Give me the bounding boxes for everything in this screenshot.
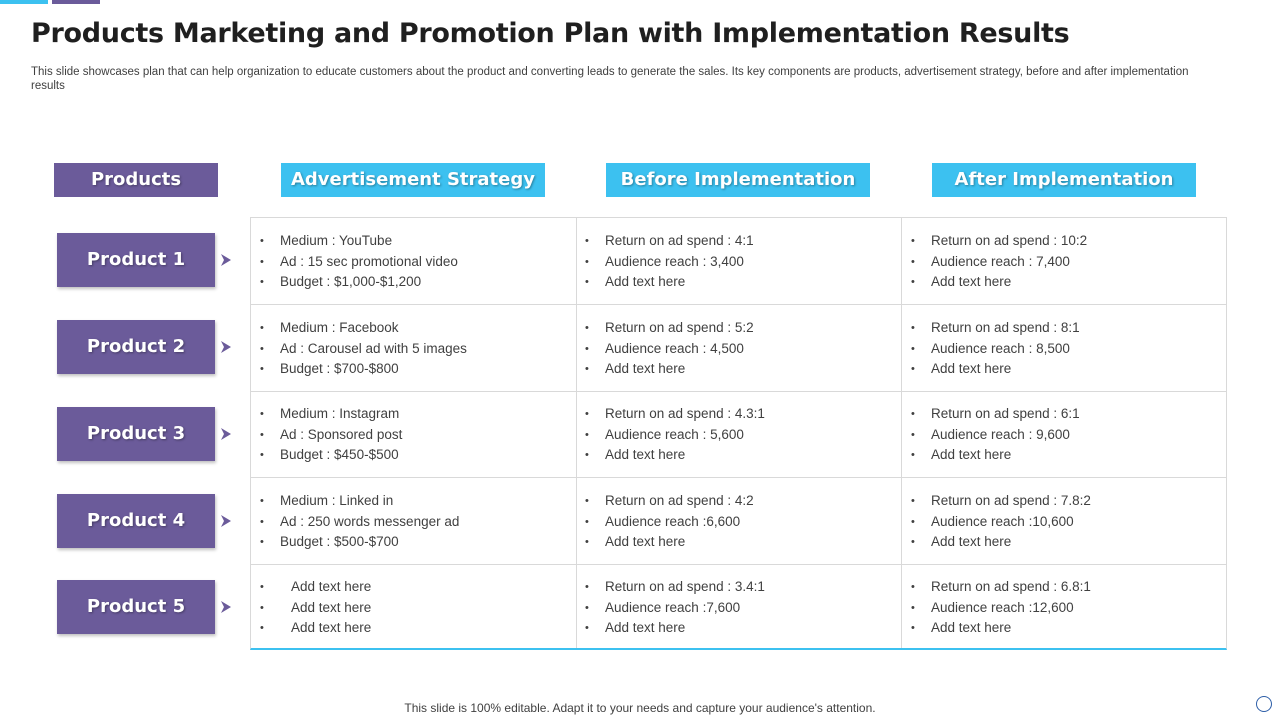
- chevron-right-icon: [219, 340, 233, 354]
- list-item: • Return on ad spend : 6.8:1: [911, 577, 1091, 598]
- list-item: • Add text here: [585, 532, 754, 553]
- list-item: • Return on ad spend : 10:2: [911, 231, 1087, 252]
- chevron-right-icon: [219, 514, 233, 528]
- table-divider-horizontal: [251, 477, 1226, 478]
- list-item: • Add text here: [260, 618, 371, 639]
- cell-strategy-product-4: [260, 491, 459, 553]
- cell-before-product-3: [585, 404, 765, 466]
- header-before-implementation: Before Implementation: [606, 163, 870, 197]
- list-item: • Audience reach :12,600: [911, 598, 1091, 619]
- header-products: Products: [54, 163, 218, 197]
- header-advertisement-strategy: Advertisement Strategy: [281, 163, 545, 197]
- cell-strategy-product-1: [260, 231, 458, 293]
- list-item: • Audience reach :6,600: [585, 512, 754, 533]
- list-item: • Add text here: [585, 618, 765, 639]
- page-title: Products Marketing and Promotion Plan with Implementation Results: [31, 18, 1070, 49]
- list-item: • Medium : Linked in: [260, 491, 459, 512]
- cell-after-product-5: [911, 577, 1091, 639]
- cell-after-product-1: [911, 231, 1087, 293]
- cell-strategy-product-5: [260, 577, 371, 639]
- list-item: • Audience reach : 3,400: [585, 252, 754, 273]
- cell-before-product-1: [585, 231, 754, 293]
- list-item: • Ad : 250 words messenger ad: [260, 512, 459, 533]
- list-item: • Return on ad spend : 5:2: [585, 318, 754, 339]
- list-item: • Add text here: [911, 445, 1080, 466]
- list-item: • Ad : 15 sec promotional video: [260, 252, 458, 273]
- list-item: • Add text here: [585, 272, 754, 293]
- table-divider-horizontal: [251, 391, 1226, 392]
- product-label-4: Product 4: [57, 494, 215, 548]
- list-item: • Audience reach :10,600: [911, 512, 1091, 533]
- cell-after-product-4: [911, 491, 1091, 553]
- cell-before-product-2: [585, 318, 754, 380]
- list-item: • Add text here: [911, 532, 1091, 553]
- cell-before-product-5: [585, 577, 765, 639]
- cell-before-product-4: [585, 491, 754, 553]
- accent-bar-purple: [52, 0, 100, 4]
- chevron-right-icon: [219, 600, 233, 614]
- table-divider-vertical: [901, 218, 902, 648]
- list-item: • Budget : $1,000-$1,200: [260, 272, 458, 293]
- product-label-2: Product 2: [57, 320, 215, 374]
- chevron-right-icon: [219, 427, 233, 441]
- list-item: • Budget : $700-$800: [260, 359, 467, 380]
- chevron-right-icon: [219, 253, 233, 267]
- list-item: • Medium : Facebook: [260, 318, 467, 339]
- list-item: • Add text here: [260, 598, 371, 619]
- footer-note: This slide is 100% editable. Adapt it to your needs and capture your audience's attention.: [404, 701, 876, 715]
- accent-bar-blue: [0, 0, 48, 4]
- list-item: • Audience reach :7,600: [585, 598, 765, 619]
- list-item: • Audience reach : 7,400: [911, 252, 1087, 273]
- list-item: • Audience reach : 9,600: [911, 425, 1080, 446]
- list-item: • Return on ad spend : 6:1: [911, 404, 1080, 425]
- list-item: • Return on ad spend : 3.4:1: [585, 577, 765, 598]
- list-item: • Return on ad spend : 4:1: [585, 231, 754, 252]
- cell-after-product-3: [911, 404, 1080, 466]
- list-item: • Add text here: [260, 577, 371, 598]
- list-item: • Ad : Carousel ad with 5 images: [260, 339, 467, 360]
- cell-strategy-product-3: [260, 404, 402, 466]
- product-label-5: Product 5: [57, 580, 215, 634]
- circle-icon: [1256, 696, 1272, 712]
- table-divider-horizontal: [251, 564, 1226, 565]
- list-item: • Return on ad spend : 4:2: [585, 491, 754, 512]
- product-label-1: Product 1: [57, 233, 215, 287]
- list-item: • Budget : $500-$700: [260, 532, 459, 553]
- list-item: • Return on ad spend : 7.8:2: [911, 491, 1091, 512]
- list-item: • Add text here: [911, 359, 1080, 380]
- cell-strategy-product-2: [260, 318, 467, 380]
- page-subtitle: This slide showcases plan that can help organization to educate customers about the product and converting leads to generate the sales. Its key components are products, advertisement strategy, before and after implementation results: [31, 66, 1189, 92]
- list-item: • Ad : Sponsored post: [260, 425, 402, 446]
- list-item: • Audience reach : 5,600: [585, 425, 765, 446]
- list-item: • Add text here: [911, 272, 1087, 293]
- list-item: • Return on ad spend : 8:1: [911, 318, 1080, 339]
- list-item: • Audience reach : 8,500: [911, 339, 1080, 360]
- list-item: • Audience reach : 4,500: [585, 339, 754, 360]
- list-item: • Return on ad spend : 4.3:1: [585, 404, 765, 425]
- list-item: • Medium : YouTube: [260, 231, 458, 252]
- product-label-3: Product 3: [57, 407, 215, 461]
- list-item: • Budget : $450-$500: [260, 445, 402, 466]
- list-item: • Medium : Instagram: [260, 404, 402, 425]
- cell-after-product-2: [911, 318, 1080, 380]
- list-item: • Add text here: [585, 359, 754, 380]
- list-item: • Add text here: [585, 445, 765, 466]
- list-item: • Add text here: [911, 618, 1091, 639]
- header-after-implementation: After Implementation: [932, 163, 1196, 197]
- table-divider-vertical: [576, 218, 577, 648]
- table-divider-horizontal: [251, 304, 1226, 305]
